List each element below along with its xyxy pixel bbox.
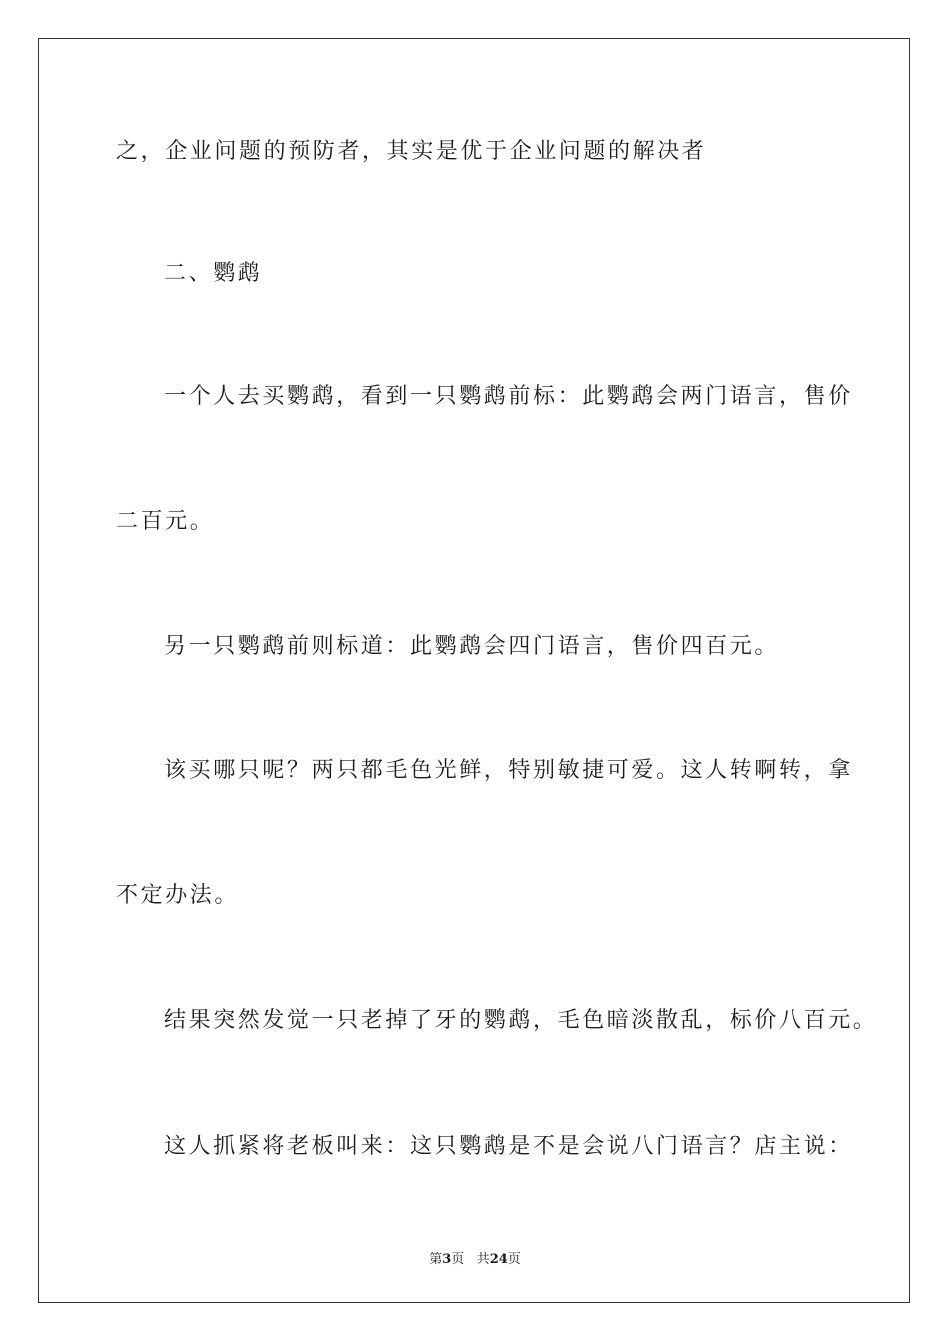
section-heading: 二、鹦鹉 — [164, 261, 263, 286]
page-frame — [38, 38, 910, 1303]
body-text-line: 不定办法。 — [116, 883, 240, 908]
body-text-line: 这人抓紧将老板叫来：这只鹦鹉是不是会说八门语言？店主说： — [164, 1134, 853, 1159]
body-text-line: 该买哪只呢？两只都毛色光鲜，特别敏捷可爱。这人转啊转，拿 — [164, 758, 853, 783]
page-number-suffix: 页 — [451, 1252, 465, 1267]
total-pages-suffix: 页 — [507, 1252, 521, 1267]
body-text-line: 结果突然发觉一只老掉了牙的鹦鹉，毛色暗淡散乱，标价八百元。 — [164, 1008, 878, 1033]
body-text-line: 一个人去买鹦鹉，看到一只鹦鹉前标：此鹦鹉会两门语言，售价 — [164, 384, 853, 409]
body-text-line: 另一只鹦鹉前则标道：此鹦鹉会四门语言，售价四百元。 — [164, 634, 780, 659]
body-text-line: 二百元。 — [116, 509, 215, 534]
page-number-prefix: 第 — [429, 1252, 443, 1267]
body-text-line: 之，企业问题的预防者，其实是优于企业问题的解决者 — [116, 139, 707, 164]
total-pages-number: 24 — [489, 1252, 508, 1267]
current-page-number: 3 — [442, 1252, 452, 1267]
page-footer — [0, 1248, 950, 1267]
total-pages-prefix: 共 — [476, 1252, 490, 1267]
